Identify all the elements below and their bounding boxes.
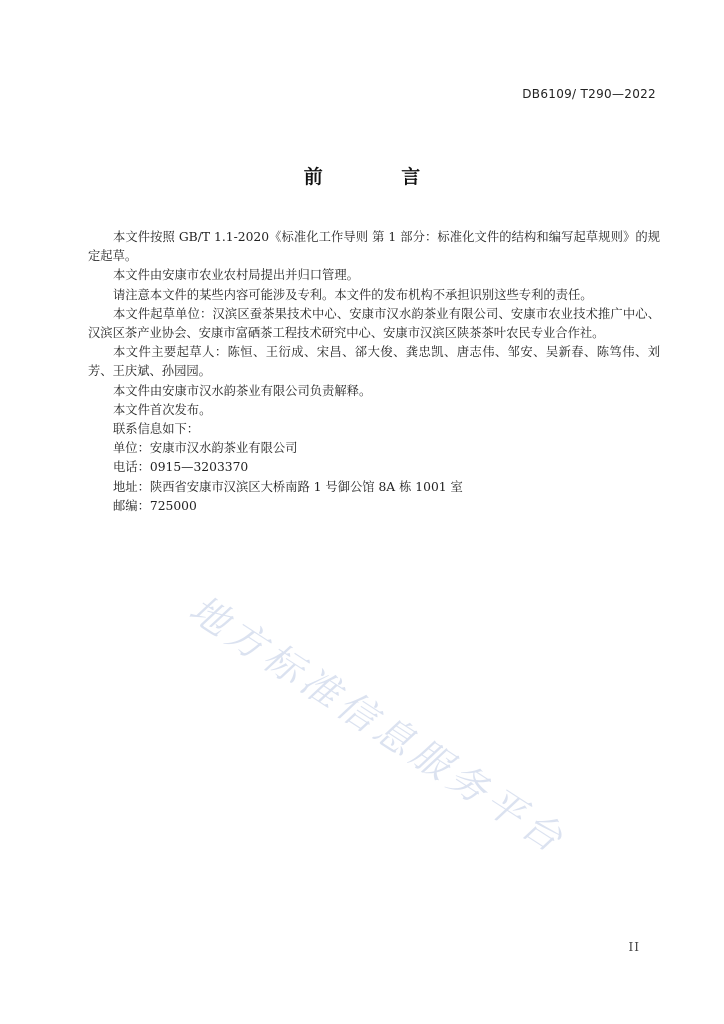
contact-postcode: 邮编：725000 <box>113 498 197 513</box>
paragraph-patent-notice: 请注意本文件的某些内容可能涉及专利。本文件的发布机构不承担识别这些专利的责任。 <box>113 287 593 302</box>
contact-phone: 电话：0915—3203370 <box>113 460 249 475</box>
document-code: DB6109/ T290—2022 <box>522 87 656 101</box>
paragraph-drafting-basis: 本文件按照 GB/T 1.1-2020《标准化工作导则 第 1 部分：标准化文件的结构和编写起草规则》的规定起草。 <box>88 230 660 264</box>
watermark: 地方标准信息服务平台 <box>181 586 575 864</box>
paragraph-proposer: 本文件由安康市农业农村局提出并归口管理。 <box>113 268 359 283</box>
foreword-body <box>88 228 660 516</box>
paragraph-contact-heading: 联系信息如下： <box>113 422 200 437</box>
paragraph-drafters: 本文件主要起草人：陈恒、王衍成、宋昌、郤大俊、龚忠凯、唐志伟、邹安、吴新春、陈笃伟、刘芳、王庆斌、孙园园。 <box>88 345 660 379</box>
paragraph-drafting-units: 本文件起草单位：汉滨区蚕茶果技术中心、安康市汉水韵茶业有限公司、安康市农业技术推广中心、汉滨区茶产业协会、安康市富硒茶工程技术研究中心、安康市汉滨区陕茶茶叶农民专业合作社。 <box>88 306 660 341</box>
paragraph-interpretation: 本文件由安康市汉水韵茶业有限公司负责解释。 <box>113 383 372 398</box>
paragraph-first-release: 本文件首次发布。 <box>113 402 212 417</box>
contact-unit: 单位：安康市汉水韵茶业有限公司 <box>113 441 298 456</box>
contact-address: 地址：陕西省安康市汉滨区大桥南路 1 号御公馆 8A 栋 1001 室 <box>113 479 463 494</box>
section-title: 前 言 <box>303 166 457 188</box>
page-number: II <box>628 940 640 954</box>
